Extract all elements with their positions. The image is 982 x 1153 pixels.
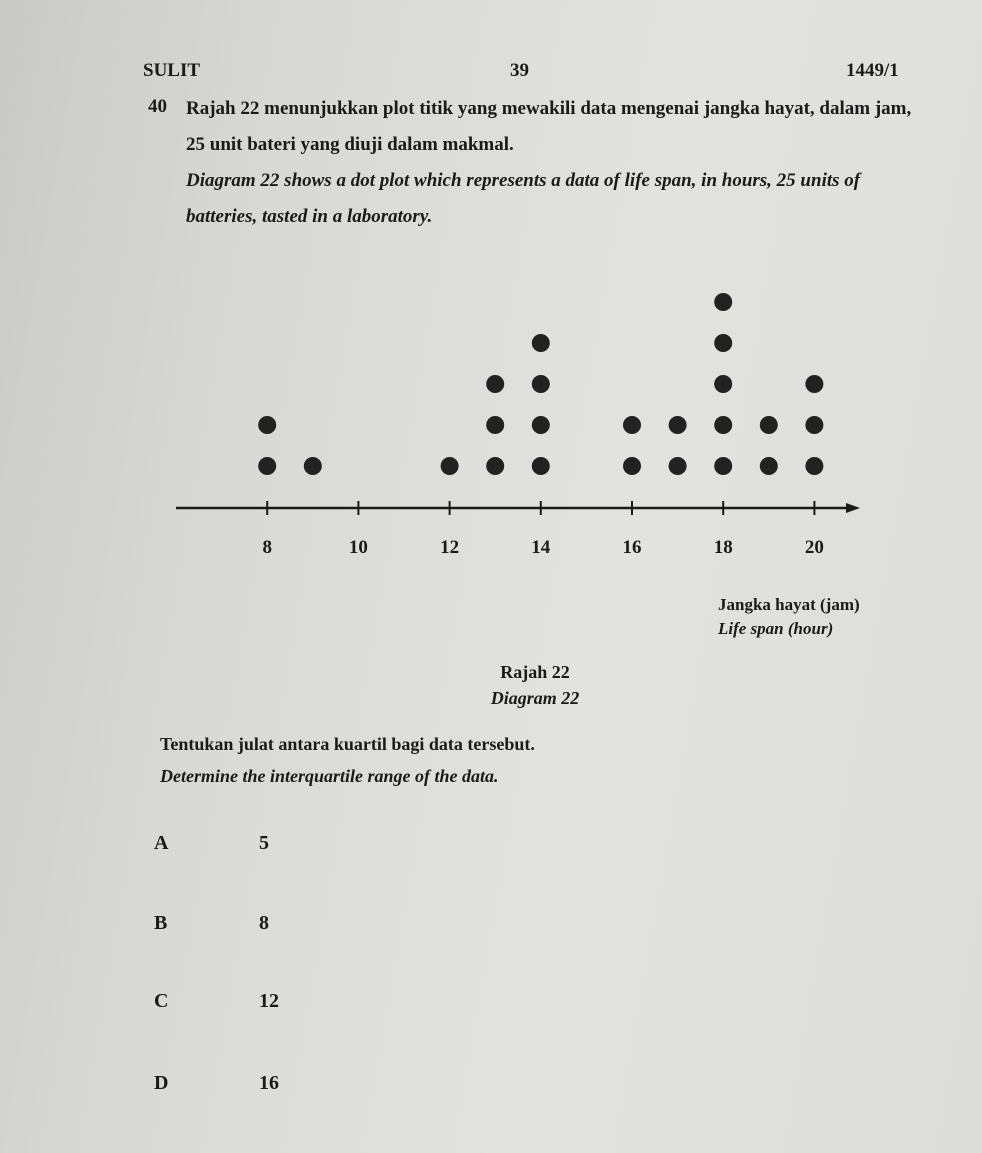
option-d-value: 16 [259,1072,279,1094]
question-text [186,91,926,235]
option-b[interactable] [154,912,269,942]
dot-8-1 [258,457,276,475]
instruction-english: Determine the interquartile range of the data. [160,766,499,786]
option-d[interactable] [154,1072,279,1102]
dot-19-1 [760,457,778,475]
x-tick-label-20: 20 [804,537,824,558]
header-page-number: 39 [510,60,529,81]
dots [258,293,823,475]
dot-13-1 [486,457,504,475]
dot-8-2 [258,416,276,434]
dot-20-3 [805,375,823,393]
option-a-value: 5 [259,832,269,854]
header-paper-code: 1449/1 [846,60,899,81]
dot-plot [140,270,880,590]
diagram-caption-english: Diagram 22 [490,688,580,708]
dot-17-2 [669,416,687,434]
header-sulit: SULIT [143,60,201,81]
x-tick-label-16: 16 [622,537,642,558]
question-number: 40 [148,96,167,117]
dot-20-1 [805,457,823,475]
x-axis [176,501,860,558]
dot-17-1 [669,457,687,475]
dot-18-4 [714,334,732,352]
x-axis-title-malay: Jangka hayat (jam) [718,595,860,614]
dot-18-1 [714,457,732,475]
question-text-malay: Rajah 22 menunjukkan plot titik yang mewakili data mengenai jangka hayat, dalam jam, 25 unit bateri yang diuji dalam makmal. [186,98,912,155]
dot-13-2 [486,416,504,434]
dot-14-4 [532,334,550,352]
x-tick-label-18: 18 [713,537,733,558]
x-tick-label-10: 10 [348,537,368,558]
dot-16-1 [623,457,641,475]
x-axis-arrow [846,503,860,513]
option-c-letter: C [154,990,169,1012]
option-d-letter: D [154,1072,169,1094]
question-text-english: Diagram 22 shows a dot plot which represents a data of life span, in hours, 25 units of batteries, tasted in a laboratory. [186,170,861,227]
dot-18-2 [714,416,732,434]
option-a-letter: A [154,832,169,854]
x-axis-title-english: Life span (hour) [718,619,834,638]
x-tick-label-8: 8 [262,537,272,558]
dot-14-2 [532,416,550,434]
option-c[interactable] [154,990,279,1020]
option-c-value: 12 [259,990,279,1012]
diagram-caption-malay: Rajah 22 [500,662,570,682]
dot-19-2 [760,416,778,434]
option-a[interactable] [154,832,269,862]
dot-18-5 [714,293,732,311]
instruction-malay: Tentukan julat antara kuartil bagi data tersebut. [160,734,535,754]
dot-20-2 [805,416,823,434]
dot-9-1 [304,457,322,475]
dot-16-2 [623,416,641,434]
x-tick-label-12: 12 [440,537,460,558]
option-b-value: 8 [259,912,269,934]
dot-14-1 [532,457,550,475]
x-tick-label-14: 14 [531,537,551,558]
dot-18-3 [714,375,732,393]
dot-12-1 [441,457,459,475]
option-b-letter: B [154,912,168,934]
dot-14-3 [532,375,550,393]
dot-13-3 [486,375,504,393]
